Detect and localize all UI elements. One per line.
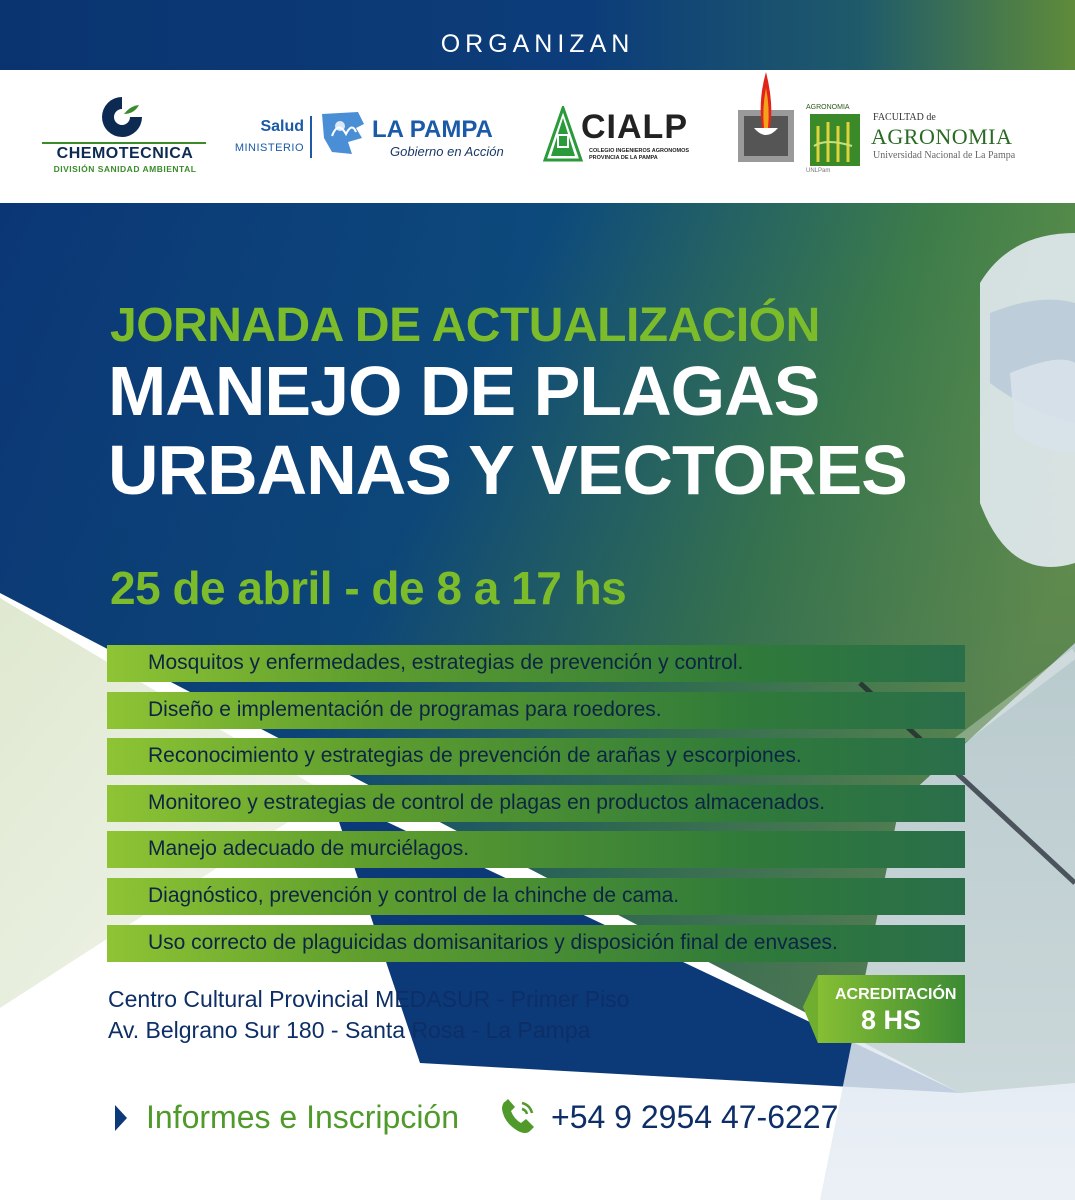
topic-item [107, 645, 965, 682]
event-date: 25 de abril - de 8 a 17 hs [110, 562, 627, 614]
universidad-label: Universidad Nacional de La Pampa [873, 150, 1016, 161]
unlpam-flame-icon [736, 70, 796, 165]
topic-text: Mosquitos y enfermedades, estrategias de prevención y control. [148, 651, 744, 674]
main-section [0, 203, 1075, 1200]
chemotecnica-logo [40, 95, 210, 175]
topic-item [107, 738, 965, 775]
event-kicker: JORNADA DE ACTUALIZACIÓN [110, 299, 820, 352]
event-title-line-2: URBANAS Y VECTORES [108, 431, 907, 509]
la-pampa-name: LA PAMPA [372, 116, 493, 143]
la-pampa-salud: Salud [260, 118, 304, 135]
venue-line-2: Av. Belgrano Sur 180 - Santa Rosa - La Pampa [108, 1017, 591, 1043]
topic-text: Uso correcto de plaguicidas domisanitarios y disposición final de envases. [148, 930, 838, 954]
agronomia-wheat-icon [802, 102, 864, 170]
topic-item [107, 785, 965, 822]
cialp-name: CIALP [581, 108, 688, 146]
topic-item [107, 925, 965, 962]
cialp-subtitle-2: PROVINCIA DE LA PAMPA [589, 155, 658, 161]
la-pampa-logo [232, 108, 522, 168]
phone-icon [498, 1097, 538, 1137]
chemotecnica-mark-icon [100, 95, 144, 137]
topic-text: Monitoreo y estrategias de control de plagas en productos almacenados. [148, 790, 826, 814]
topic-item [107, 831, 965, 868]
agronomia-small-label: AGRONOMIA [806, 104, 850, 111]
la-pampa-tagline: Gobierno en Acción [390, 144, 504, 159]
topic-text: Manejo adecuado de murciélagos. [148, 837, 470, 861]
la-pampa-ministerio: MINISTERIO [234, 142, 304, 154]
topic-text: Diseño e implementación de programas para roedores. [148, 697, 662, 721]
chemotecnica-divider [42, 142, 206, 144]
chemotecnica-name: CHEMOTECNICA [56, 145, 194, 162]
topic-item [107, 692, 965, 729]
phone-number: +54 9 2954 47-6227 [551, 1099, 839, 1135]
topic-text: Diagnóstico, prevención y control de la chinche de cama. [148, 883, 680, 907]
organizan-heading: ORGANIZAN [440, 30, 635, 58]
play-arrow-icon [113, 1103, 129, 1133]
topics-list [107, 645, 965, 971]
informes-label: Informes e Inscripción [146, 1099, 460, 1135]
agronomia-unlpam: UNLPam [806, 168, 831, 174]
la-pampa-map-icon [318, 108, 368, 158]
facultad-agronomia-logo [736, 70, 1036, 180]
facultad-de-label: FACULTAD de [873, 112, 936, 123]
venue-line-1: Centro Cultural Provincial MEDASUR - Primer Piso [108, 986, 630, 1012]
topic-item [107, 878, 965, 915]
accreditation-badge [803, 975, 965, 1043]
cialp-subtitle-1: COLEGIO INGENIEROS AGRONOMOS [589, 148, 690, 154]
chemotecnica-subtitle: DIVISIÓN SANIDAD AMBIENTAL [53, 164, 197, 174]
topic-text: Reconocimiento y estrategias de prevención de arañas y escorpiones. [148, 744, 802, 768]
cialp-logo [541, 106, 706, 166]
event-title-line-1: MANEJO DE PLAGAS [108, 352, 820, 430]
cialp-tree-icon [541, 106, 585, 164]
accreditation-hours: 8 HS [861, 1005, 922, 1035]
la-pampa-divider [310, 116, 312, 158]
accreditation-label: ACREDITACIÓN [835, 986, 957, 1003]
organizers-logo-bar [0, 70, 1075, 203]
agronomia-name: AGRONOMIA [871, 124, 1013, 149]
